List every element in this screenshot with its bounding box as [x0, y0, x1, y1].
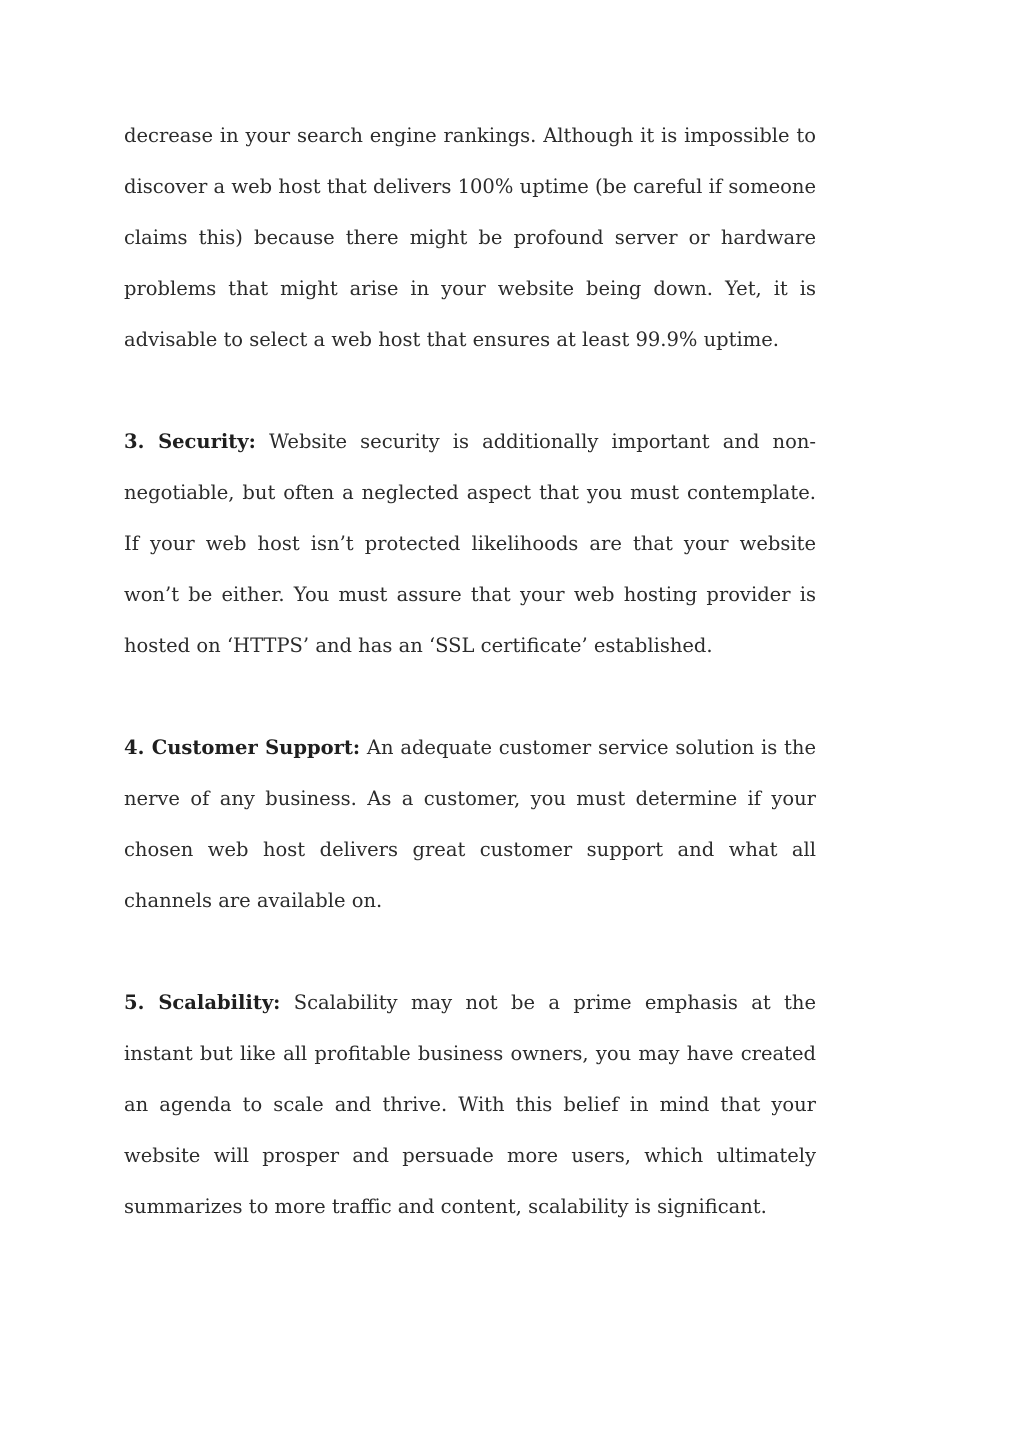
paragraph-customer-support — [124, 722, 816, 926]
paragraph-text: decrease in your search engine rankings. Although it is impossible to discover a web host that delivers 100% uptime (be careful if someone claims this) because there might be profound server or hardware problems that might arise in your website being down. Yet, it is advisable to select a web host that ensures at least 99.9% uptime. — [124, 124, 816, 351]
paragraph-text: Scalability may not be a prime emphasis at the instant but like all profitable business owners, you may have created an agenda to scale and thrive. With this belief in mind that your website will prosper and persuade more users, which ultimately summarizes to more traffic and content, scalability is significant. — [124, 991, 816, 1218]
paragraph-security — [124, 416, 816, 671]
paragraph-spacer — [124, 926, 816, 977]
paragraph-spacer — [124, 365, 816, 416]
paragraph-text: An adequate customer service solution is the nerve of any business. As a customer, you must determine if your chosen web host delivers great customer support and what all channels are available on. — [124, 736, 816, 912]
customer-support-heading: 4. Customer Support: — [124, 736, 361, 759]
paragraph-uptime — [124, 110, 816, 365]
security-heading: 3. Security: — [124, 430, 256, 453]
paragraph-text: Website security is additionally important and non-negotiable, but often a neglected aspect that you must contemplate. If your web host isn’t protected likelihoods are that your website won’t be either. You must assure that your web hosting provider is hosted on ‘HTTPS’ and has an ‘SSL certificate’ established. — [124, 430, 816, 657]
scalability-heading: 5. Scalability: — [124, 991, 281, 1014]
paragraph-scalability — [124, 977, 816, 1232]
paragraph-spacer — [124, 671, 816, 722]
document-body — [124, 110, 816, 1232]
